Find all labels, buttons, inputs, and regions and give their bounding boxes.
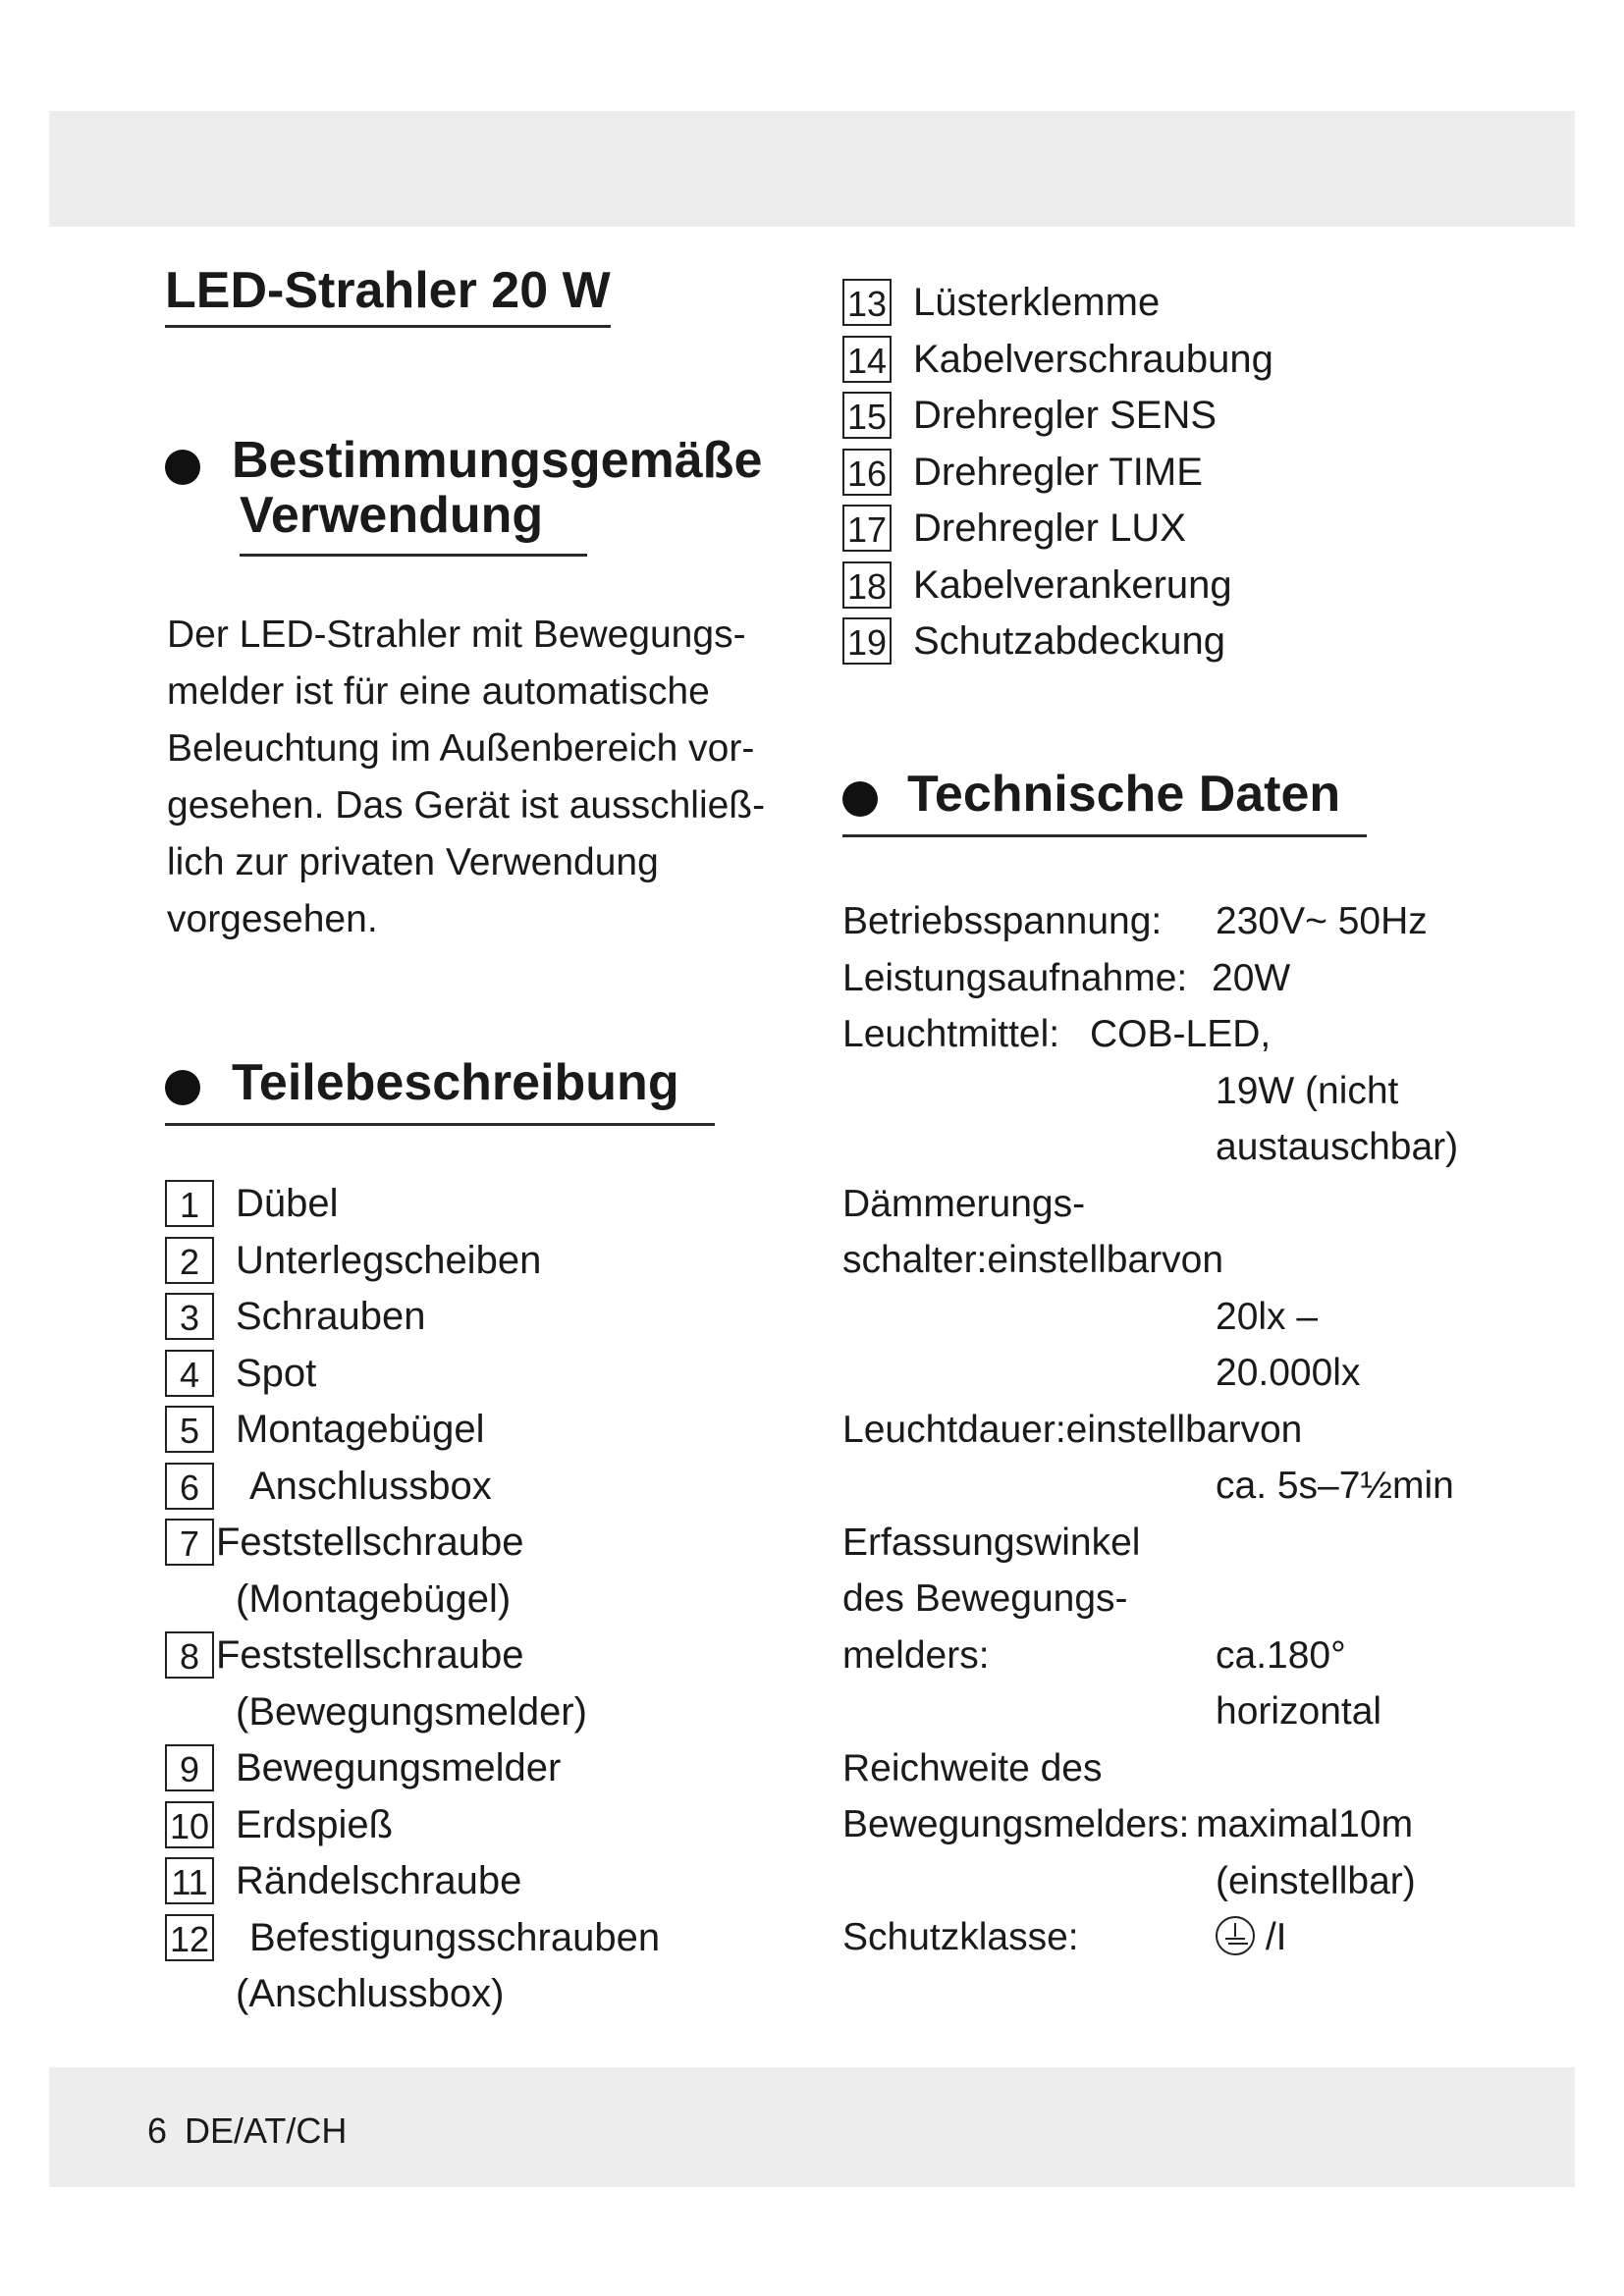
part-sublabel: (Anschlussbox) — [236, 1972, 505, 2015]
bullet-icon — [165, 450, 200, 485]
spec-key: Bewegungsmelders: — [842, 1803, 1190, 1845]
heading-intended-use-line1: Bestimmungsgemäße — [232, 432, 763, 489]
part-number: 1 — [165, 1180, 214, 1227]
part-number: 5 — [165, 1406, 214, 1453]
footer — [147, 2110, 364, 2152]
part-label: Kabelverschraubung — [913, 337, 1273, 381]
spec-key: schalter:einstellbarvon — [842, 1239, 1224, 1281]
list-item — [842, 558, 1432, 614]
spec-value: ca. 5s–7½min — [1216, 1465, 1454, 1507]
protective-earth-icon — [1216, 1916, 1255, 1955]
page-title: LED-Strahler 20 W — [165, 263, 611, 328]
list-item — [165, 1346, 754, 1403]
spec-value: 230V~ 50Hz — [1216, 900, 1428, 942]
part-label: Erdspieß — [236, 1802, 394, 1846]
part-label: Bewegungsmelder — [236, 1746, 562, 1789]
spec-value: horizontal — [1216, 1690, 1382, 1733]
part-number: 15 — [842, 392, 892, 439]
spec-key: Leuchtdauer:einstellbarvon — [842, 1408, 1303, 1451]
spec-key: Leuchtmittel: — [842, 1013, 1060, 1055]
list-item — [842, 445, 1432, 502]
part-number: 11 — [165, 1857, 214, 1904]
part-number: 12 — [165, 1914, 214, 1961]
part-sublabel: (Montagebügel) — [236, 1576, 512, 1621]
list-item — [165, 1628, 754, 1740]
part-label: Spot — [236, 1351, 317, 1395]
list-item — [842, 332, 1432, 389]
part-label: Drehregler TIME — [913, 450, 1203, 494]
spec-value: /I — [1265, 1916, 1287, 1958]
spec-key: des Bewegungs- — [842, 1577, 1128, 1620]
part-label: Schutzabdeckung — [913, 619, 1226, 663]
part-label: Drehregler SENS — [913, 394, 1218, 437]
region-label: DE/AT/CH — [185, 2110, 348, 2151]
list-item — [842, 275, 1432, 332]
heading-underline — [240, 554, 587, 557]
spec-key: Dämmerungs- — [842, 1182, 1086, 1225]
spec-key: melders: — [842, 1633, 990, 1677]
list-item — [165, 1459, 754, 1516]
part-label: Montagebügel — [236, 1408, 485, 1451]
list-item — [842, 614, 1432, 670]
spec-value: COB-LED, — [1090, 1013, 1272, 1055]
part-number: 4 — [165, 1350, 214, 1397]
part-label: Feststellschraube — [216, 1521, 524, 1564]
part-number: 3 — [165, 1293, 214, 1340]
protection-class-value — [1216, 1909, 1287, 1966]
parts-list — [842, 275, 1432, 670]
part-number: 2 — [165, 1237, 214, 1284]
part-label: Unterlegscheiben — [236, 1238, 542, 1282]
list-item — [165, 1402, 754, 1459]
spec-key: Betriebsspannung: — [842, 900, 1163, 942]
part-number: 19 — [842, 617, 892, 665]
list-item — [165, 1853, 754, 1910]
part-label: Rändelschraube — [236, 1859, 522, 1902]
list-item — [165, 1289, 754, 1346]
part-number: 9 — [165, 1744, 214, 1791]
spec-row — [842, 1909, 1530, 1966]
heading-underline — [165, 1123, 715, 1126]
part-label: Anschlussbox — [249, 1464, 492, 1508]
spec-row — [842, 950, 1530, 1007]
list-item — [842, 388, 1432, 445]
part-number: 6 — [165, 1463, 214, 1510]
part-number: 13 — [842, 279, 892, 326]
heading-intended-use-line2: Verwendung — [240, 487, 544, 544]
list-item — [165, 1233, 754, 1290]
part-number: 18 — [842, 561, 892, 609]
part-label: Dübel — [236, 1182, 339, 1225]
part-label: Befestigungsschrauben — [249, 1915, 661, 1959]
part-number: 10 — [165, 1801, 214, 1848]
tech-specs — [842, 893, 1530, 1966]
spec-value: ca.180° — [1216, 1633, 1346, 1677]
spec-key: Schutzklasse: — [842, 1916, 1079, 1958]
spec-value: austauschbar) — [1216, 1126, 1459, 1168]
heading-parts: Teilebeschreibung — [232, 1054, 679, 1111]
part-label: Schrauben — [236, 1295, 426, 1338]
list-item — [165, 1176, 754, 1233]
spec-key: Erfassungswinkel — [842, 1521, 1141, 1564]
part-label: Kabelverankerung — [913, 562, 1232, 607]
list-item — [165, 1740, 754, 1797]
spec-value: 20.000lx — [1216, 1352, 1361, 1394]
part-number: 17 — [842, 505, 892, 552]
part-label: Lüsterklemme — [913, 281, 1161, 324]
spec-key: Reichweite des — [842, 1746, 1103, 1789]
part-label: Drehregler LUX — [913, 507, 1186, 550]
spec-row — [842, 1006, 1530, 1063]
list-item — [165, 1797, 754, 1854]
spec-row — [842, 1628, 1530, 1684]
spec-value: maximal10m — [1196, 1803, 1414, 1845]
bullet-icon — [842, 781, 878, 817]
spec-value: 20lx – — [1216, 1295, 1319, 1338]
list-item — [165, 1515, 754, 1628]
part-number: 7 — [165, 1519, 214, 1566]
spec-value: 19W (nicht — [1216, 1069, 1399, 1112]
part-number: 8 — [165, 1631, 214, 1679]
spec-row — [842, 1796, 1530, 1853]
bullet-icon — [165, 1070, 200, 1105]
part-number: 14 — [842, 336, 892, 383]
part-number: 16 — [842, 449, 892, 496]
heading-tech-data: Technische Daten — [907, 766, 1341, 823]
header-band — [49, 111, 1575, 227]
list-item — [165, 1910, 754, 2023]
page-number: 6 — [147, 2110, 168, 2151]
spec-key: Leistungsaufnahme: — [842, 956, 1188, 999]
intended-use-text: Der LED-Strahler mit Bewegungsmelder ist für eine automatische Beleuchtung im Außenbereich vorgesehen. Das Gerät ist ausschließlich zur privaten Verwendung vorgesehen. — [167, 614, 766, 940]
heading-underline — [842, 834, 1367, 837]
part-label: Feststellschraube — [216, 1633, 524, 1677]
spec-row — [842, 893, 1530, 950]
list-item — [842, 501, 1432, 558]
spec-value: (einstellbar) — [1216, 1859, 1416, 1902]
part-sublabel: (Bewegungsmelder) — [236, 1689, 587, 1734]
spec-value: 20W — [1212, 956, 1291, 999]
parts-list — [165, 1176, 754, 2023]
